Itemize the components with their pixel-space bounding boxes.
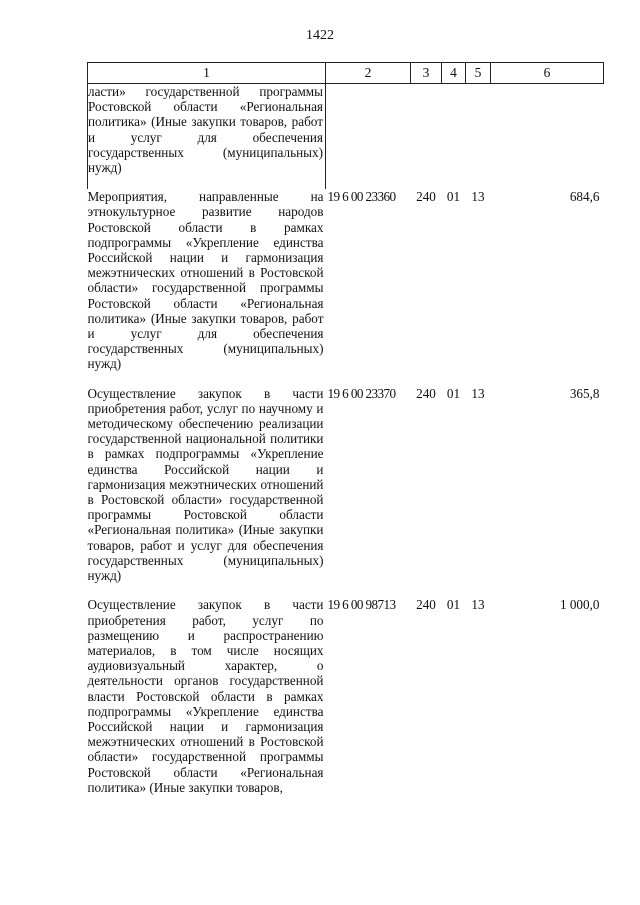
table-row bbox=[88, 189, 604, 385]
row-description: Осуществление закупок в части приобретения работ, услуг по размещению и распространению материалов, в том числе носящих аудиовизуальный характер, о деятельности органов государственной власти Ростовской области в рамках подпрограммы «Укрепление единства Российской нации и гармонизация межэтнических отношений в Ростовской области» государственной программы Ростовской области «Региональная политика» (Иные закупки товаров, bbox=[87, 597, 324, 795]
row-amount: 1 000,0 bbox=[559, 597, 600, 613]
table-header bbox=[88, 63, 604, 84]
row-vr: 240 bbox=[416, 385, 436, 401]
column-header-5: 5 bbox=[466, 63, 491, 84]
column-header-2: 2 bbox=[326, 63, 411, 84]
row-vr bbox=[411, 84, 442, 190]
row-pr: 13 bbox=[471, 189, 485, 205]
column-header-3: 3 bbox=[411, 63, 442, 84]
table-row bbox=[88, 84, 604, 190]
row-code: 19 6 00 98713 bbox=[327, 597, 396, 613]
row-rz: 01 bbox=[446, 385, 461, 401]
row-code: 19 6 00 23370 bbox=[327, 385, 396, 401]
row-description: ласти» государственной программы Ростовской области «Региональная политика» (Иные закупки товаров, работ и услуг для обеспечения государственных (муниципальных) нужд) bbox=[88, 84, 326, 190]
row-rz: 01 bbox=[446, 189, 461, 205]
column-header-4: 4 bbox=[442, 63, 466, 84]
row-vr: 240 bbox=[416, 189, 436, 205]
page-number: 1422 bbox=[306, 28, 334, 43]
row-amount bbox=[491, 84, 604, 190]
row-amount: 365,8 bbox=[569, 385, 600, 401]
table-row bbox=[88, 386, 604, 598]
row-pr: 13 bbox=[471, 385, 485, 401]
row-pr bbox=[466, 84, 491, 190]
column-header-1: 1 bbox=[88, 63, 326, 84]
row-rz: 01 bbox=[446, 597, 461, 613]
row-amount: 684,6 bbox=[569, 189, 600, 205]
row-code bbox=[326, 84, 411, 190]
budget-table bbox=[87, 62, 604, 809]
table-row bbox=[88, 597, 604, 809]
row-pr: 13 bbox=[471, 597, 485, 613]
column-header-6: 6 bbox=[491, 63, 604, 84]
row-rz bbox=[442, 84, 466, 190]
row-description: Осуществление закупок в части приобретения работ, услуг по научному и методическому обеспечению реализации государственной национальной политики в рамках подпрограммы «Укрепление единства Российской нации и гармонизация межэтнических отношений в Ростовской области» государственной программы Ростовской области «Региональная политика» (Иные закупки товаров, работ и услуг для обеспечения государственных (муниципальных) нужд) bbox=[87, 385, 324, 584]
row-vr: 240 bbox=[416, 597, 436, 613]
row-description: Мероприятия, направленные на этнокультурное развитие народов Ростовской области в рамках подпрограммы «Укрепление единства Российской нации и гармонизация межэтнических отношений в Ростовской области» государственной программы Ростовской области «Региональная политика» (Иные закупки товаров, работ и услуг для обеспечения государственных (муниципальных) нужд) bbox=[87, 189, 324, 372]
row-code: 19 6 00 23360 bbox=[327, 189, 396, 205]
